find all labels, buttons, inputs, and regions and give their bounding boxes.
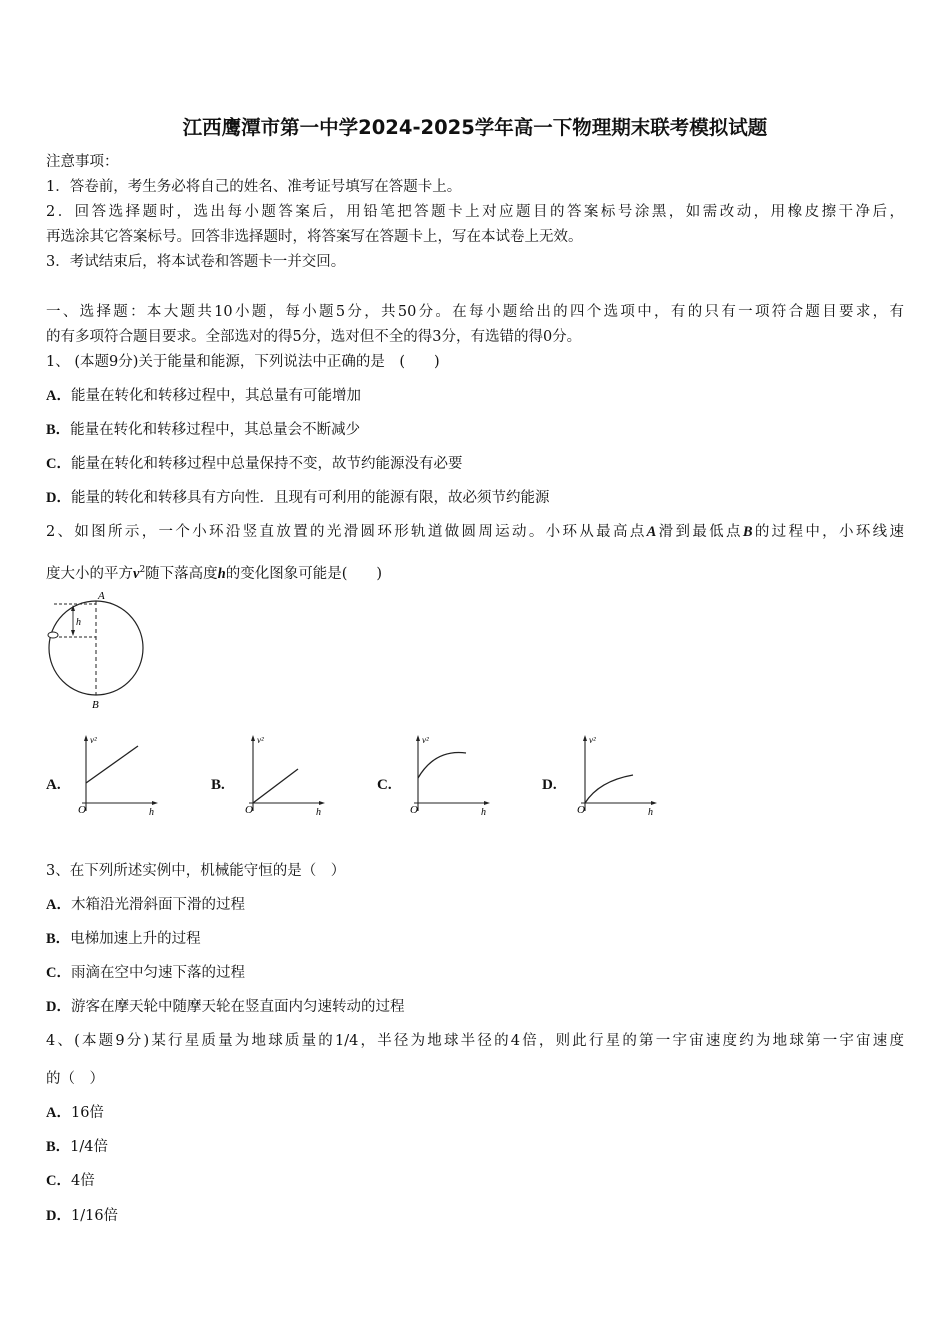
section-instructions: 的有多项符合题目要求。全部选对的得5分，选对但不全的得3分，有选错的得0分。	[46, 329, 582, 345]
y-axis-label: v²	[90, 735, 97, 745]
notice-item: 1．答卷前，考生务必将自己的姓名、准考证号填写在答题卡上。	[46, 179, 462, 195]
notice-item: 再选涂其它答案标号。回答非选择题时，将答案写在答题卡上，写在本试卷上无效。	[46, 229, 583, 245]
question-1-option-d[interactable]: D．能量的转化和转移具有方向性．且现有可利用的能源有限，故必须节约能源	[46, 490, 550, 506]
graph-option-c[interactable]	[410, 733, 495, 818]
notice-item: 2．回答选择题时，选出每小题答案后，用铅笔把答题卡上对应题目的答案标号涂黑，如需改动，用橡皮擦干净后，	[46, 204, 904, 220]
question-3-option-d[interactable]: D．游客在摩天轮中随摩天轮在竖直面内匀速转动的过程	[46, 999, 405, 1015]
question-4-option-c[interactable]: C．4倍	[46, 1173, 95, 1189]
question-4-stem: 4、(本题9分)某行星质量为地球质量的1/4，半径为地球半径的4倍，则此行星的第一宇宙速度约为地球第一宇宙速度	[46, 1033, 904, 1049]
question-1-option-b[interactable]: B．能量在转化和转移过程中，其总量会不断减少	[46, 422, 361, 438]
question-3-option-b[interactable]: B．电梯加速上升的过程	[46, 931, 201, 947]
question-4-option-b[interactable]: B．1/4倍	[46, 1139, 109, 1155]
graph-option-c-label[interactable]: C.	[377, 777, 392, 793]
question-3-stem: 3、在下列所述实例中，机械能守恒的是（ ）	[46, 863, 346, 879]
question-3-option-c[interactable]: C．雨滴在空中匀速下落的过程	[46, 965, 245, 981]
graph-option-a[interactable]	[78, 733, 163, 818]
page-title: 江西鹰潭市第一中学2024-2025学年高一下物理期末联考模拟试题	[182, 116, 768, 139]
graph-option-b-label[interactable]: B.	[211, 777, 225, 793]
question-2-stem-line1: 2、如图所示，一个小环沿竖直放置的光滑圆环形轨道做圆周运动。小环从最高点A滑到最低点B的过程中，小环线速	[46, 524, 905, 540]
y-axis-label: v²	[422, 735, 429, 745]
x-axis-label: h	[149, 807, 154, 818]
y-axis-label: v²	[589, 735, 596, 745]
label-b: B	[92, 699, 99, 711]
question-4-stem-cont: 的（ ）	[46, 1071, 104, 1087]
question-1-option-a[interactable]: A．能量在转化和转移过程中，其总量有可能增加	[46, 388, 361, 404]
x-axis-label: h	[648, 807, 653, 818]
question-2-stem-line2: 度大小的平方$v^2$随下落高度h的变化图象可能是( )	[46, 565, 383, 582]
graph-option-a-label[interactable]: A.	[46, 777, 61, 793]
notice-heading: 注意事项：	[46, 154, 119, 170]
notice-item: 3．考试结束后，将本试卷和答题卡一并交回。	[46, 254, 346, 270]
graph-option-d[interactable]	[577, 733, 662, 818]
label-a: A	[98, 590, 105, 602]
x-axis-label: h	[316, 807, 321, 818]
circular-track-figure	[40, 590, 160, 715]
section-instructions: 一、选择题：本大题共10小题，每小题5分，共50分。在每小题给出的四个选项中，有的只有一项符合题目要求，有	[46, 304, 904, 320]
origin-label: O	[245, 804, 253, 816]
graph-option-b[interactable]	[245, 733, 330, 818]
question-1-stem: 1、 (本题9分)关于能量和能源，下列说法中正确的是 ( )	[46, 354, 440, 370]
origin-label: O	[410, 804, 418, 816]
question-1-option-c[interactable]: C．能量在转化和转移过程中总量保持不变，故节约能源没有必要	[46, 456, 463, 472]
y-axis-label: v²	[257, 735, 264, 745]
question-3-option-a[interactable]: A．木箱沿光滑斜面下滑的过程	[46, 897, 245, 913]
question-4-option-a[interactable]: A．16倍	[46, 1105, 104, 1121]
graph-option-d-label[interactable]: D.	[542, 777, 557, 793]
label-h: h	[76, 617, 81, 628]
origin-label: O	[78, 804, 86, 816]
question-4-option-d[interactable]: D．1/16倍	[46, 1208, 119, 1224]
origin-label: O	[577, 804, 585, 816]
x-axis-label: h	[481, 807, 486, 818]
